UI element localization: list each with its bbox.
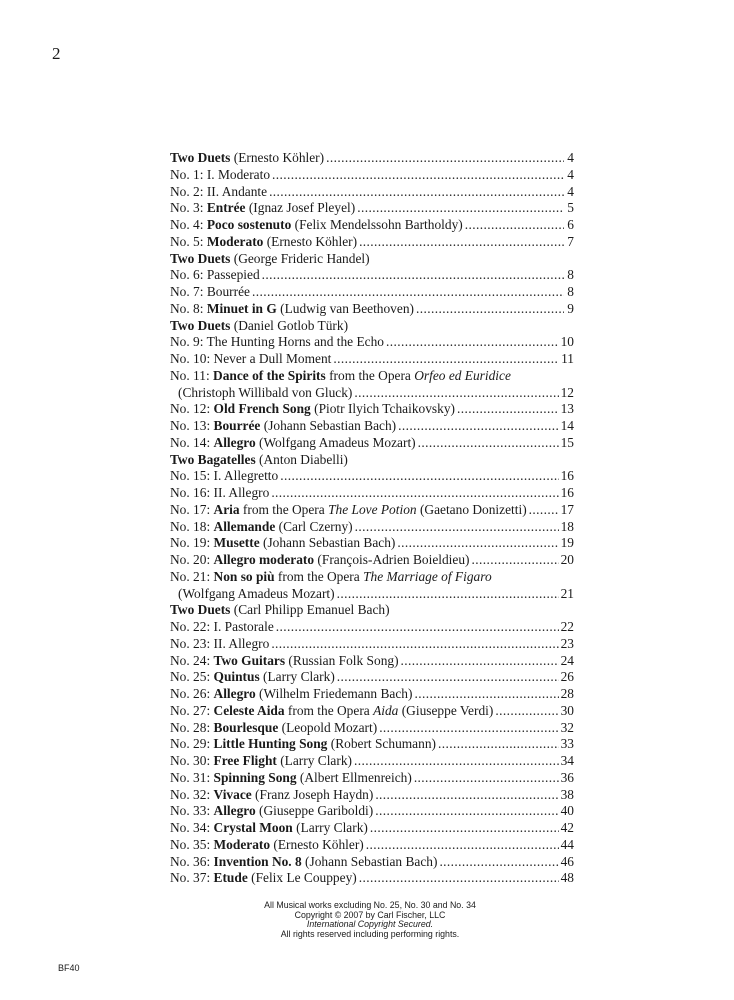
toc-entry-number: No. 14: — [170, 434, 214, 450]
toc-page-number: 22 — [560, 619, 574, 634]
toc-page-number: 21 — [560, 585, 574, 601]
dot-leader — [418, 435, 559, 452]
toc-entry-composer: (Gaetano Donizetti) — [416, 501, 527, 517]
toc-entry-label — [170, 837, 364, 854]
toc-entry-label — [170, 619, 274, 636]
toc-entry-label — [170, 519, 353, 536]
toc-entry-label — [170, 653, 399, 670]
toc-entry-label — [170, 535, 395, 552]
dot-leader — [252, 284, 564, 301]
toc-entry-label — [170, 301, 414, 318]
toc-page-number: 15 — [560, 434, 574, 450]
dot-leader — [438, 736, 559, 753]
dot-leader — [386, 334, 559, 351]
page-number: 2 — [52, 44, 61, 63]
toc-entry-number: No. 34: — [170, 820, 214, 835]
toc-page-number: 48 — [560, 870, 574, 886]
toc-entry-title: Crystal Moon — [213, 820, 293, 835]
toc-entry-label — [170, 452, 348, 469]
toc-entry-number: No. 11: — [170, 367, 214, 383]
toc-entry-label — [170, 854, 437, 871]
dot-leader — [280, 468, 558, 485]
toc-entry-label — [170, 753, 352, 770]
toc-page-number: 40 — [560, 803, 574, 819]
toc-entry-title: Celeste Aida — [213, 702, 285, 718]
dot-leader — [262, 267, 564, 284]
toc-entry-label — [170, 552, 470, 569]
toc-entry-label — [170, 200, 355, 217]
toc-entry-title: Allemande — [213, 518, 276, 534]
toc-entry — [170, 636, 574, 653]
toc-entry-label — [170, 150, 324, 167]
toc-entry-label — [170, 251, 370, 268]
toc-entry-label — [170, 636, 269, 653]
toc-entry-detail: (Ludwig van Beethoven) — [276, 300, 414, 316]
toc-entry — [170, 452, 574, 469]
toc-entry-label — [170, 435, 416, 452]
dot-leader — [439, 854, 558, 871]
toc-page-number: 12 — [560, 384, 574, 400]
toc-entry-number: (Wolfgang Amadeus Mozart) — [178, 585, 335, 601]
toc-entry-opera: Aida — [373, 702, 399, 718]
toc-entry-detail: (Johann Sebastian Bach) — [260, 418, 397, 433]
toc-entry-label — [170, 485, 269, 502]
toc-page-number: 16 — [560, 468, 574, 484]
toc-entry — [170, 267, 574, 284]
toc-entry — [170, 418, 574, 435]
dot-leader — [370, 820, 559, 837]
copyright-notice — [200, 901, 540, 939]
toc-entry — [170, 552, 574, 569]
toc-entry — [170, 184, 574, 201]
toc-page-number: 13 — [560, 401, 574, 417]
toc-entry-label — [170, 468, 278, 485]
dot-leader — [379, 720, 558, 737]
toc-entry-detail: from the Opera — [284, 702, 374, 718]
toc-page-number: 5 — [567, 200, 574, 216]
toc-entry-detail: (Larry Clark) — [276, 753, 352, 768]
toc-page-number: 10 — [560, 334, 574, 350]
toc-entry-title: Old French Song — [213, 401, 311, 417]
toc-entry-label — [178, 586, 335, 603]
toc-entry-detail: (Felix Le Couppey) — [247, 870, 357, 886]
toc-entry-detail: (Russian Folk Song) — [285, 652, 399, 668]
toc-entry-label — [170, 167, 270, 184]
toc-entry-label — [170, 217, 463, 234]
dot-leader — [271, 485, 558, 502]
toc-entry-number: (Christoph Willibald von Gluck) — [178, 384, 353, 400]
toc-entry-detail: (Larry Clark) — [292, 820, 368, 835]
dot-leader — [337, 586, 559, 603]
dot-leader — [337, 669, 559, 686]
toc-entry-number: No. 37: — [170, 870, 214, 886]
toc-page-number: 32 — [560, 719, 574, 735]
toc-entry-number: No. 32: — [170, 786, 214, 802]
toc-entry-number: No. 7: Bourrée — [170, 284, 250, 299]
toc-entry-number: No. 25: — [170, 669, 214, 685]
toc-entry-number: No. 31: — [170, 769, 214, 785]
toc-page-number: 7 — [567, 233, 574, 249]
toc-page-number: 38 — [560, 786, 574, 802]
toc-entry — [170, 318, 574, 335]
toc-entry-number: No. 24: — [170, 652, 214, 668]
toc-page-number: 20 — [560, 552, 574, 567]
dot-leader — [457, 401, 559, 418]
toc-entry-composer: (Giuseppe Verdi) — [398, 702, 494, 718]
toc-entry — [170, 334, 574, 351]
toc-entry-detail: (Piotr Ilyich Tchaikovsky) — [310, 401, 455, 417]
dot-leader — [269, 184, 564, 201]
dot-leader — [326, 150, 564, 167]
toc-page-number: 17 — [560, 501, 574, 517]
dot-leader — [472, 552, 559, 569]
copyright-line: All Musical works excluding No. 25, No. 30 and No. 34 — [264, 900, 476, 910]
toc-entry — [170, 284, 574, 301]
toc-entry-number: No. 20: — [170, 552, 214, 567]
toc-entry-number: No. 15: I. Allegretto — [170, 468, 279, 484]
toc-entry-label — [170, 267, 260, 284]
catalog-code: BF40 — [58, 963, 80, 973]
toc-page-number: 23 — [560, 635, 574, 651]
toc-page-number: 19 — [560, 535, 574, 551]
toc-page-number: 46 — [560, 853, 574, 869]
dot-leader — [354, 385, 558, 402]
toc-entry — [170, 234, 574, 251]
toc-entry-continuation — [170, 385, 574, 402]
toc-entry-number: No. 30: — [170, 753, 214, 768]
toc-entry-title: Free Flight — [213, 753, 277, 768]
toc-entry — [170, 150, 574, 167]
toc-entry-number: No. 4: — [170, 217, 207, 232]
toc-entry-detail: (Johann Sebastian Bach) — [301, 853, 438, 869]
toc-entry-number: No. 3: — [170, 200, 207, 216]
toc-entry-label — [170, 720, 377, 737]
dot-leader — [465, 217, 564, 234]
toc-entry-label — [170, 401, 455, 418]
toc-entry-title: Two Duets — [170, 602, 231, 618]
toc-entry-title: Poco sostenuto — [206, 217, 292, 232]
dot-leader — [375, 803, 558, 820]
toc-entry-number: No. 36: — [170, 853, 214, 869]
toc-page-number: 8 — [567, 267, 574, 283]
toc-entry-label — [170, 502, 527, 519]
dot-leader — [397, 535, 558, 552]
toc-entry-detail: (Anton Diabelli) — [255, 451, 348, 467]
toc-page-number: 11 — [561, 351, 574, 366]
toc-entry-number: No. 19: — [170, 535, 214, 551]
toc-entry-detail: (Johann Sebastian Bach) — [259, 535, 396, 551]
toc-entry-label — [170, 820, 368, 837]
toc-entry-label — [170, 787, 373, 804]
toc-entry-title: Two Guitars — [213, 652, 286, 668]
toc-page-number: 8 — [567, 284, 574, 299]
toc-entry-label — [170, 770, 412, 787]
toc-entry-number: No. 26: — [170, 686, 214, 701]
toc-page-number: 26 — [560, 669, 574, 685]
toc-entry-title: Two Duets — [170, 150, 231, 165]
toc-entry — [170, 351, 574, 368]
toc-entry-title: Allegro moderato — [213, 552, 315, 567]
toc-entry — [170, 736, 574, 753]
toc-entry-number: No. 22: I. Pastorale — [170, 619, 274, 634]
dot-leader — [401, 653, 559, 670]
toc-entry-detail: (Ignaz Josef Pleyel) — [245, 200, 356, 216]
dot-leader — [416, 301, 564, 318]
copyright-line: International Copyright Secured. — [306, 919, 434, 930]
toc-entry-label — [170, 803, 373, 820]
toc-entry — [170, 251, 574, 268]
toc-entry-label — [170, 418, 396, 435]
dot-leader — [271, 636, 558, 653]
toc-entry-detail: (Robert Schumann) — [327, 736, 436, 752]
toc-entry — [170, 753, 574, 770]
toc-entry — [170, 569, 574, 586]
toc-entry-number: No. 21: — [170, 568, 214, 584]
toc-entry — [170, 820, 574, 837]
toc-entry — [170, 703, 574, 720]
toc-entry-number: No. 18: — [170, 518, 214, 534]
toc-entry-number: No. 28: — [170, 719, 214, 735]
toc-entry-title: Minuet in G — [206, 300, 277, 316]
toc-entry-number: No. 9: The Hunting Horns and the Echo — [170, 334, 384, 350]
toc-entry — [170, 502, 574, 519]
toc-entry-title: Allegro — [213, 434, 256, 450]
toc-entry-title: Dance of the Spirits — [213, 367, 326, 383]
toc-entry — [170, 770, 574, 787]
toc-page-number: 4 — [567, 183, 574, 199]
dot-leader — [272, 167, 564, 184]
toc-entry-number: No. 12: — [170, 401, 214, 417]
toc-entry-title: Entrée — [206, 200, 246, 216]
toc-entry-continuation — [170, 586, 574, 603]
toc-entry-title: Invention No. 8 — [213, 853, 302, 869]
toc-entry — [170, 217, 574, 234]
toc-entry-opera: The Marriage of Figaro — [363, 568, 492, 584]
toc-entry-title: Allegro — [213, 686, 256, 701]
toc-entry — [170, 870, 574, 887]
toc-entry-detail: (Leopold Mozart) — [278, 719, 378, 735]
toc-page-number: 44 — [560, 836, 574, 852]
dot-leader — [354, 753, 559, 770]
toc-entry-number: No. 27: — [170, 702, 214, 718]
toc-entry — [170, 519, 574, 536]
toc-page-number: 42 — [560, 820, 574, 835]
toc-entry-label — [170, 602, 390, 619]
toc-entry-label — [170, 184, 267, 201]
toc-entry-detail: from the Opera — [239, 501, 329, 517]
toc-entry-number: No. 35: — [170, 836, 214, 852]
toc-entry-number: No. 33: — [170, 803, 214, 819]
toc-entry — [170, 669, 574, 686]
toc-entry-detail: (Ernesto Köhler) — [230, 150, 325, 165]
dot-leader — [359, 234, 564, 251]
toc-entry — [170, 653, 574, 670]
toc-page-number: 34 — [560, 753, 574, 768]
toc-entry-detail: (Albert Ellmenreich) — [296, 769, 412, 785]
toc-page-number: 28 — [560, 686, 574, 701]
dot-leader — [375, 787, 558, 804]
toc-entry-label — [170, 351, 331, 368]
toc-entry — [170, 619, 574, 636]
toc-entry — [170, 686, 574, 703]
toc-entry-detail: (Ernesto Köhler) — [270, 836, 364, 852]
toc-entry-number: No. 6: Passepied — [170, 267, 260, 283]
toc-entry-title: Moderato — [206, 233, 264, 249]
toc-page-number: 30 — [560, 702, 574, 718]
dot-leader — [276, 619, 559, 636]
toc-entry-detail: from the Opera — [274, 568, 364, 584]
toc-entry — [170, 837, 574, 854]
toc-entry-title: Musette — [213, 535, 260, 551]
toc-page-number: 4 — [567, 166, 574, 182]
toc-entry-label — [170, 284, 250, 301]
toc-entry-title: Aria — [213, 501, 240, 517]
toc-entry-label — [170, 669, 335, 686]
toc-entry-number: No. 23: II. Allegro — [170, 635, 270, 651]
toc-entry-detail: (George Frideric Handel) — [230, 250, 370, 266]
toc-entry-number: No. 5: — [170, 233, 207, 249]
dot-leader — [398, 418, 558, 435]
toc-entry — [170, 803, 574, 820]
copyright-line: Copyright © 2007 by Carl Fischer, LLC — [294, 909, 446, 920]
toc-entry-opera: The Love Potion — [328, 501, 417, 517]
dot-leader — [355, 519, 559, 536]
toc-entry-opera: Orfeo ed Euridice — [414, 367, 511, 383]
toc-entry-number: No. 29: — [170, 736, 214, 752]
toc-entry-title: Etude — [213, 870, 248, 886]
toc-entry-detail: (François-Adrien Boieldieu) — [314, 552, 470, 567]
toc-entry — [170, 468, 574, 485]
toc-entry-title: Quintus — [213, 669, 260, 685]
toc-entry — [170, 602, 574, 619]
toc-page-number: 33 — [560, 736, 574, 752]
toc-entry-title: Bourlesque — [213, 719, 279, 735]
dot-leader — [414, 686, 558, 703]
toc-entry-detail: (Franz Joseph Haydn) — [251, 786, 374, 802]
toc-entry-label — [170, 318, 348, 335]
toc-entry-label — [170, 686, 412, 703]
toc-entry-number: No. 10: Never a Dull Moment — [170, 351, 332, 366]
toc-entry-title: Two Duets — [170, 250, 231, 266]
toc-entry — [170, 167, 574, 184]
toc-entry — [170, 854, 574, 871]
dot-leader — [414, 770, 559, 787]
toc-entry-detail: (Giuseppe Gariboldi) — [255, 803, 374, 819]
dot-leader — [366, 837, 559, 854]
toc-entry-label — [170, 334, 384, 351]
toc-entry-detail: (Daniel Gotlob Türk) — [230, 317, 349, 333]
toc-entry — [170, 720, 574, 737]
toc-page-number: 9 — [567, 300, 574, 316]
toc-entry — [170, 401, 574, 418]
dot-leader — [333, 351, 559, 368]
toc-entry-title: Spinning Song — [213, 769, 297, 785]
toc-entry-label — [170, 569, 492, 586]
toc-entry-number: No. 16: II. Allegro — [170, 485, 270, 500]
toc-entry-detail: (Carl Philipp Emanuel Bach) — [230, 602, 390, 618]
toc-entry-title: Two Bagatelles — [170, 451, 256, 467]
toc-page-number: 4 — [567, 150, 574, 165]
toc-entry — [170, 485, 574, 502]
toc-entry-label — [170, 703, 493, 720]
toc-entry — [170, 435, 574, 452]
toc-entry — [170, 368, 574, 385]
toc-entry-title: Allegro — [213, 803, 256, 819]
toc-entry-label — [170, 736, 436, 753]
dot-leader — [357, 200, 564, 217]
toc-entry — [170, 200, 574, 217]
toc-entry-title: Two Duets — [170, 317, 231, 333]
toc-page-number: 14 — [560, 418, 574, 433]
toc-entry-title: Bourrée — [213, 418, 261, 433]
toc-entry-label — [170, 234, 357, 251]
toc-page-number: 36 — [560, 769, 574, 785]
toc-page-number: 6 — [567, 217, 574, 232]
toc-entry-title: Non so più — [213, 568, 275, 584]
toc-entry-number: No. 1: I. Moderato — [170, 166, 271, 182]
dot-leader — [495, 703, 558, 720]
table-of-contents — [170, 150, 574, 887]
toc-entry-title: Vivace — [213, 786, 252, 802]
toc-entry-detail: (Wolfgang Amadeus Mozart) — [255, 434, 416, 450]
toc-entry-number: No. 8: — [170, 300, 207, 316]
toc-entry-number: No. 13: — [170, 418, 214, 433]
toc-entry-detail: (Carl Czerny) — [275, 518, 353, 534]
toc-entry-detail: (Wilhelm Friedemann Bach) — [255, 686, 413, 701]
toc-entry-detail: (Larry Clark) — [259, 669, 335, 685]
toc-entry-label — [170, 368, 511, 385]
dot-leader — [359, 870, 559, 887]
dot-leader — [529, 502, 559, 519]
toc-entry-number: No. 17: — [170, 501, 214, 517]
toc-page-number: 24 — [560, 652, 574, 668]
toc-entry-detail: from the Opera — [325, 367, 415, 383]
toc-page-number: 18 — [560, 518, 574, 534]
toc-page-number: 16 — [560, 485, 574, 500]
toc-entry-title: Little Hunting Song — [213, 736, 328, 752]
toc-entry — [170, 535, 574, 552]
toc-entry-number: No. 2: II. Andante — [170, 183, 268, 199]
toc-entry-label — [178, 385, 352, 402]
toc-entry — [170, 301, 574, 318]
toc-entry-detail: (Felix Mendelssohn Bartholdy) — [291, 217, 463, 232]
toc-entry-label — [170, 870, 357, 887]
toc-entry — [170, 787, 574, 804]
copyright-line: All rights reserved including performing rights. — [280, 928, 460, 939]
toc-entry-title: Moderato — [213, 836, 271, 852]
toc-entry-detail: (Ernesto Köhler) — [263, 233, 358, 249]
